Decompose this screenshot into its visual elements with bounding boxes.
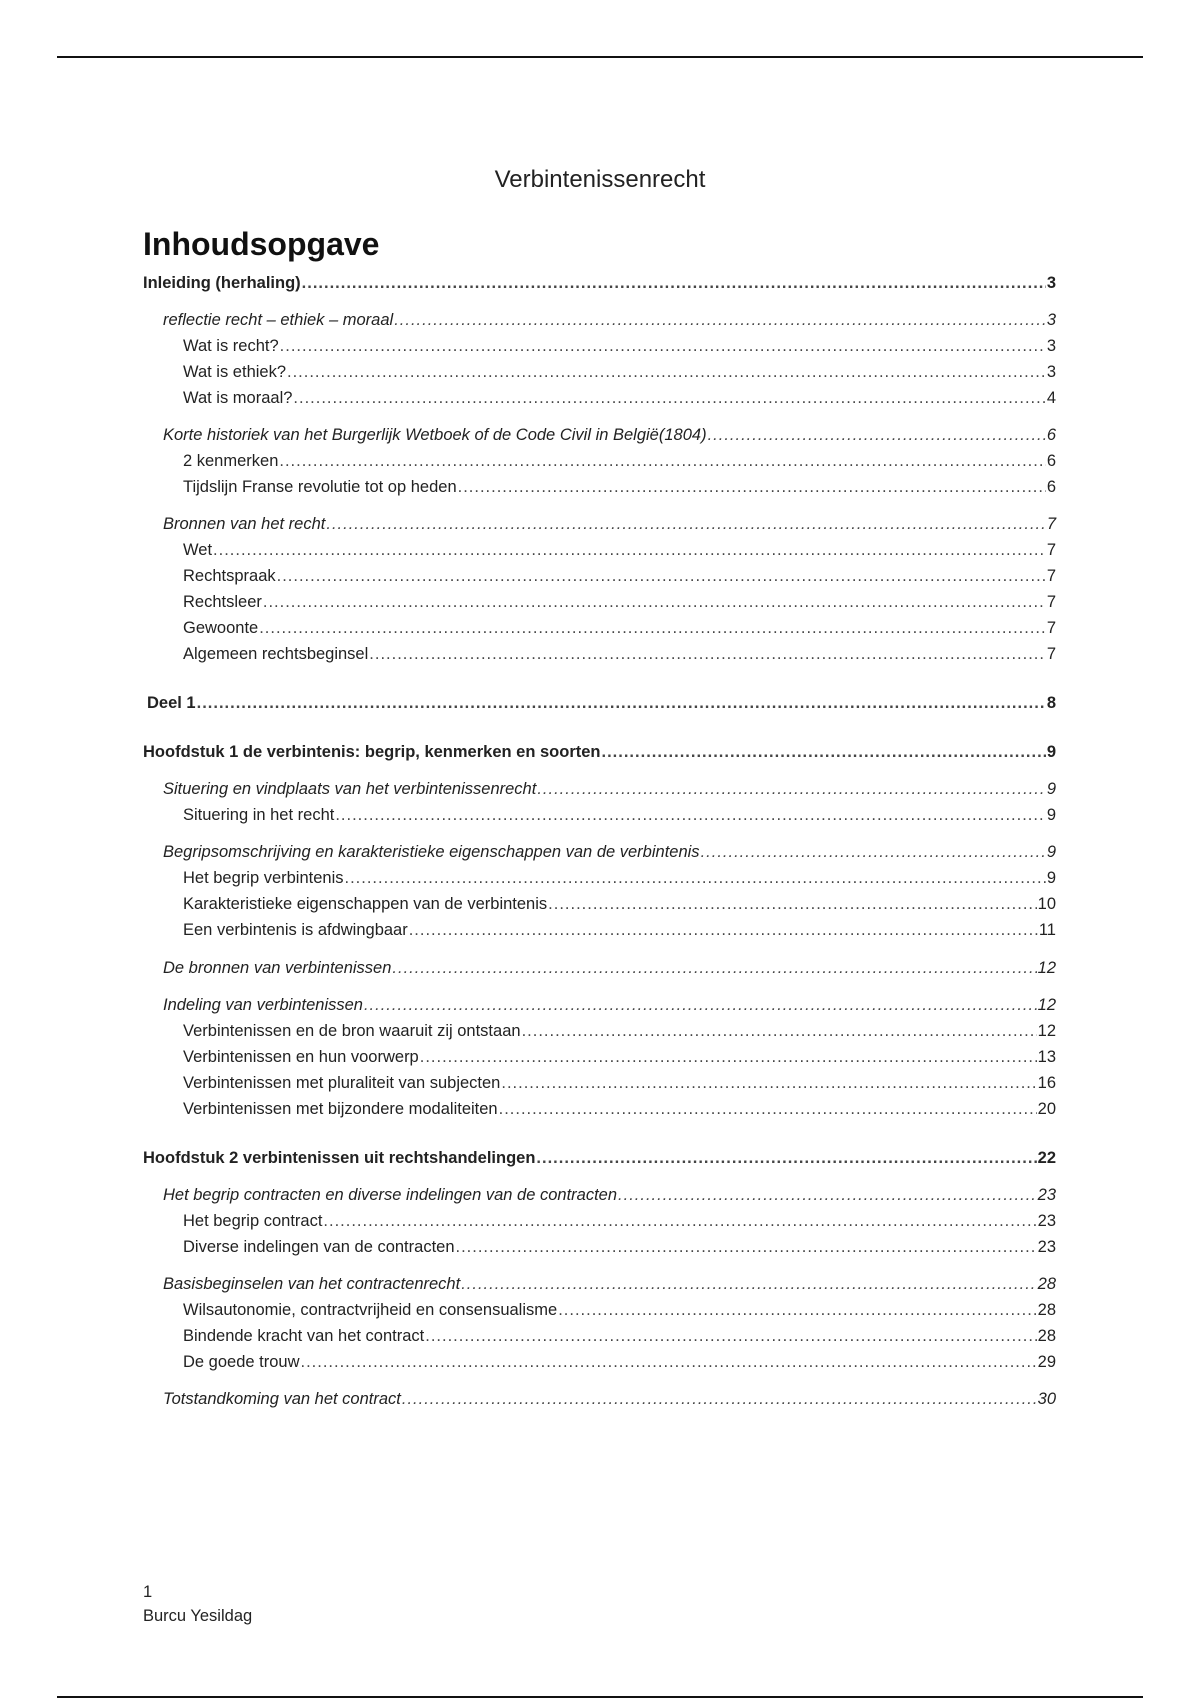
toc-entry-level-2[interactable] [163, 779, 1056, 799]
toc-leader-dots [323, 1211, 1036, 1231]
toc-leader-dots [456, 1237, 1037, 1257]
toc-entry-label: Rechtsleer [183, 593, 262, 611]
toc-entry-page-number: 7 [1046, 541, 1056, 559]
toc-entry-level-3[interactable] [183, 592, 1056, 612]
toc-entry-level-2[interactable] [163, 1274, 1056, 1294]
toc-leader-dots [279, 451, 1045, 471]
toc-entry-label: Rechtspraak [183, 567, 276, 585]
toc-entry-level-3[interactable] [183, 388, 1056, 408]
toc-entry-level-1[interactable] [143, 742, 1056, 762]
toc-leader-dots [548, 894, 1036, 914]
toc-entry-level-1[interactable] [143, 1148, 1056, 1168]
footer-author: Burcu Yesildag [143, 1607, 253, 1625]
toc-entry-label: Hoofdstuk 2 verbintenissen uit rechtshandelingen [143, 1149, 536, 1167]
toc-entry-label: Deel 1 [147, 694, 196, 712]
toc-entry-level-3[interactable] [183, 894, 1056, 914]
toc-leader-dots [394, 310, 1046, 330]
toc-leader-dots [364, 995, 1037, 1015]
toc-entry-page-number: 6 [1046, 478, 1056, 496]
toc-leader-dots [536, 1148, 1036, 1168]
toc-entry-page-number: 23 [1037, 1238, 1056, 1256]
toc-entry-label: Hoofdstuk 1 de verbintenis: begrip, kenmerken en soorten [143, 743, 601, 761]
toc-entry-level-2[interactable] [163, 514, 1056, 534]
toc-entry-label: Situering in het recht [183, 806, 335, 824]
toc-leader-dots [420, 1047, 1037, 1067]
toc-entry-label: Gewoonte [183, 619, 259, 637]
toc-entry-page-number: 6 [1046, 426, 1056, 444]
toc-leader-dots [213, 540, 1046, 560]
toc-entry-page-number: 9 [1046, 743, 1056, 761]
toc-entry-label: Basisbeginselen van het contractenrecht [163, 1275, 461, 1293]
toc-leader-dots [537, 779, 1046, 799]
toc-leader-dots [392, 958, 1036, 978]
toc-entry-page-number: 3 [1046, 311, 1056, 329]
toc-leader-dots [425, 1326, 1036, 1346]
toc-leader-dots [302, 273, 1046, 293]
toc-entry-page-number: 29 [1037, 1353, 1056, 1371]
toc-leader-dots [558, 1300, 1036, 1320]
toc-entry-page-number: 23 [1037, 1212, 1056, 1230]
toc-entry-label: Algemeen rechtsbeginsel [183, 645, 369, 663]
toc-entry-page-number: 20 [1037, 1100, 1056, 1118]
toc-entry-page-number: 28 [1037, 1275, 1056, 1293]
toc-entry-level-3[interactable] [183, 618, 1056, 638]
toc-leader-dots [263, 592, 1046, 612]
toc-entry-level-3[interactable] [183, 1211, 1056, 1231]
toc-entry-label: Verbintenissen met bijzondere modaliteiten [183, 1100, 498, 1118]
toc-entry-level-3[interactable] [183, 644, 1056, 664]
toc-entry-level-3[interactable] [183, 477, 1056, 497]
toc-entry-label: Wilsautonomie, contractvrijheid en consensualisme [183, 1301, 558, 1319]
toc-entry-page-number: 23 [1037, 1186, 1056, 1204]
toc-leader-dots [402, 1389, 1037, 1409]
toc-entry-page-number: 12 [1037, 996, 1056, 1014]
toc-leader-dots [259, 618, 1046, 638]
toc-entry-level-3[interactable] [183, 540, 1056, 560]
toc-entry-level-2[interactable] [163, 842, 1056, 862]
toc-entry-page-number: 28 [1037, 1327, 1056, 1345]
toc-entry-label: Wat is moraal? [183, 389, 293, 407]
toc-entry-level-2[interactable] [163, 1185, 1056, 1205]
toc-leader-dots [708, 425, 1046, 445]
toc-entry-level-2[interactable] [163, 310, 1056, 330]
toc-entry-label: Bronnen van het recht [163, 515, 326, 533]
toc-entry-label: Een verbintenis is afdwingbaar [183, 921, 408, 939]
toc-entry-label: Tijdslijn Franse revolutie tot op heden [183, 478, 457, 496]
toc-entry-level-2[interactable] [163, 958, 1056, 978]
toc-entry-label: Karakteristieke eigenschappen van de verbintenis [183, 895, 548, 913]
header-rule [57, 56, 1143, 58]
toc-leader-dots [458, 477, 1046, 497]
document-title: Verbintenissenrecht [494, 166, 706, 193]
toc-entry-level-3[interactable] [183, 362, 1056, 382]
toc-leader-dots [501, 1073, 1036, 1093]
toc-leader-dots [293, 388, 1045, 408]
toc-entry-level-3[interactable] [183, 1099, 1056, 1119]
toc-leader-dots [277, 566, 1046, 586]
toc-leader-dots [522, 1021, 1037, 1041]
toc-entry-label: Verbintenissen en hun voorwerp [183, 1048, 419, 1066]
toc-entry-label: De bronnen van verbintenissen [163, 959, 392, 977]
toc-entry-label: Begripsomschrijving en karakteristieke eigenschappen van de verbintenis [163, 843, 700, 861]
toc-entry-label: Het begrip contracten en diverse indelingen van de contracten [163, 1186, 618, 1204]
toc-entry-page-number: 7 [1046, 645, 1056, 663]
footer-page-number: 1 [143, 1583, 153, 1601]
toc-entry-level-2[interactable] [163, 425, 1056, 445]
toc-entry-page-number: 9 [1046, 869, 1056, 887]
toc-entry-level-3[interactable] [183, 1047, 1056, 1067]
toc-entry-level-3[interactable] [183, 805, 1056, 825]
toc-entry-label: Diverse indelingen van de contracten [183, 1238, 455, 1256]
toc-entry-level-3[interactable] [183, 1237, 1056, 1257]
toc-entry-page-number: 7 [1046, 593, 1056, 611]
toc-entry-page-number: 28 [1037, 1301, 1056, 1319]
toc-entry-label: Situering en vindplaats van het verbintenissenrecht [163, 780, 537, 798]
toc-entry-level-3[interactable] [183, 1021, 1056, 1041]
toc-leader-dots [301, 1352, 1037, 1372]
toc-entry-page-number: 9 [1046, 780, 1056, 798]
toc-leader-dots [287, 362, 1046, 382]
toc-entry-label: Totstandkoming van het contract [163, 1390, 401, 1408]
toc-entry-label: Inleiding (herhaling) [143, 274, 301, 292]
toc-heading: Inhoudsopgave [143, 226, 380, 262]
toc-leader-dots [461, 1274, 1036, 1294]
toc-entry-label: Het begrip contract [183, 1212, 323, 1230]
toc-entry-page-number: 16 [1037, 1074, 1056, 1092]
toc-entry-page-number: 9 [1046, 806, 1056, 824]
toc-entry-level-3[interactable] [183, 920, 1056, 940]
toc-entry-page-number: 3 [1046, 363, 1056, 381]
toc-entry-page-number: 13 [1037, 1048, 1056, 1066]
toc-entry-label: Wet [183, 541, 213, 559]
toc-leader-dots [369, 644, 1046, 664]
toc-entry-page-number: 12 [1037, 1022, 1056, 1040]
toc-entry-label: Bindende kracht van het contract [183, 1327, 425, 1345]
toc-entry-page-number: 8 [1046, 694, 1056, 712]
toc-entry-level-2[interactable] [163, 1389, 1056, 1409]
toc-entry-page-number: 6 [1046, 452, 1056, 470]
toc-entry-page-number: 7 [1046, 515, 1056, 533]
toc-entry-level-3[interactable] [183, 868, 1056, 888]
toc-entry-label: Wat is ethiek? [183, 363, 287, 381]
toc-leader-dots [197, 693, 1046, 713]
toc-entry-level-1[interactable] [147, 693, 1056, 713]
toc-entry-page-number: 7 [1046, 567, 1056, 585]
toc-entry-page-number: 3 [1046, 337, 1056, 355]
toc-entry-level-1[interactable] [143, 273, 1056, 293]
toc-entry-label: reflectie recht – ethiek – moraal [163, 311, 394, 329]
toc-entry-page-number: 11 [1038, 921, 1056, 939]
toc-leader-dots [326, 514, 1045, 534]
toc-entry-level-2[interactable] [163, 995, 1056, 1015]
toc-leader-dots [409, 920, 1038, 940]
toc-entry-label: Verbintenissen en de bron waaruit zij ontstaan [183, 1022, 521, 1040]
toc-entry-label: Korte historiek van het Burgerlijk Wetboek of de Code Civil in België(1804) [163, 426, 707, 444]
toc-entry-page-number: 30 [1037, 1390, 1056, 1408]
toc-leader-dots [335, 805, 1045, 825]
toc-entry-level-3[interactable] [183, 1300, 1056, 1320]
toc-leader-dots [280, 336, 1046, 356]
toc-entry-level-3[interactable] [183, 451, 1056, 471]
toc-entry-label: 2 kenmerken [183, 452, 279, 470]
toc-entry-level-3[interactable] [183, 566, 1056, 586]
toc-entry-label: Verbintenissen met pluraliteit van subjecten [183, 1074, 501, 1092]
toc-leader-dots [701, 842, 1046, 862]
toc-entry-level-3[interactable] [183, 336, 1056, 356]
toc-entry-level-3[interactable] [183, 1073, 1056, 1093]
toc-entry-label: De goede trouw [183, 1353, 300, 1371]
toc-entry-page-number: 12 [1037, 959, 1056, 977]
toc-entry-page-number: 4 [1046, 389, 1056, 407]
toc-entry-label: Het begrip verbintenis [183, 869, 344, 887]
toc-entry-page-number: 9 [1046, 843, 1056, 861]
toc-entry-page-number: 22 [1037, 1149, 1056, 1167]
page-footer [143, 1580, 252, 1628]
toc-entry-label: Wat is recht? [183, 337, 279, 355]
toc-entry-page-number: 3 [1046, 274, 1056, 292]
toc-leader-dots [602, 742, 1046, 762]
toc-leader-dots [618, 1185, 1037, 1205]
toc-entry-level-3[interactable] [183, 1352, 1056, 1372]
toc-entry-page-number: 10 [1037, 895, 1056, 913]
toc-entry-label: Indeling van verbintenissen [163, 996, 363, 1014]
toc-leader-dots [345, 868, 1046, 888]
toc-leader-dots [499, 1099, 1037, 1119]
toc-entry-page-number: 7 [1046, 619, 1056, 637]
footer-rule [57, 1696, 1143, 1698]
toc-entry-level-3[interactable] [183, 1326, 1056, 1346]
